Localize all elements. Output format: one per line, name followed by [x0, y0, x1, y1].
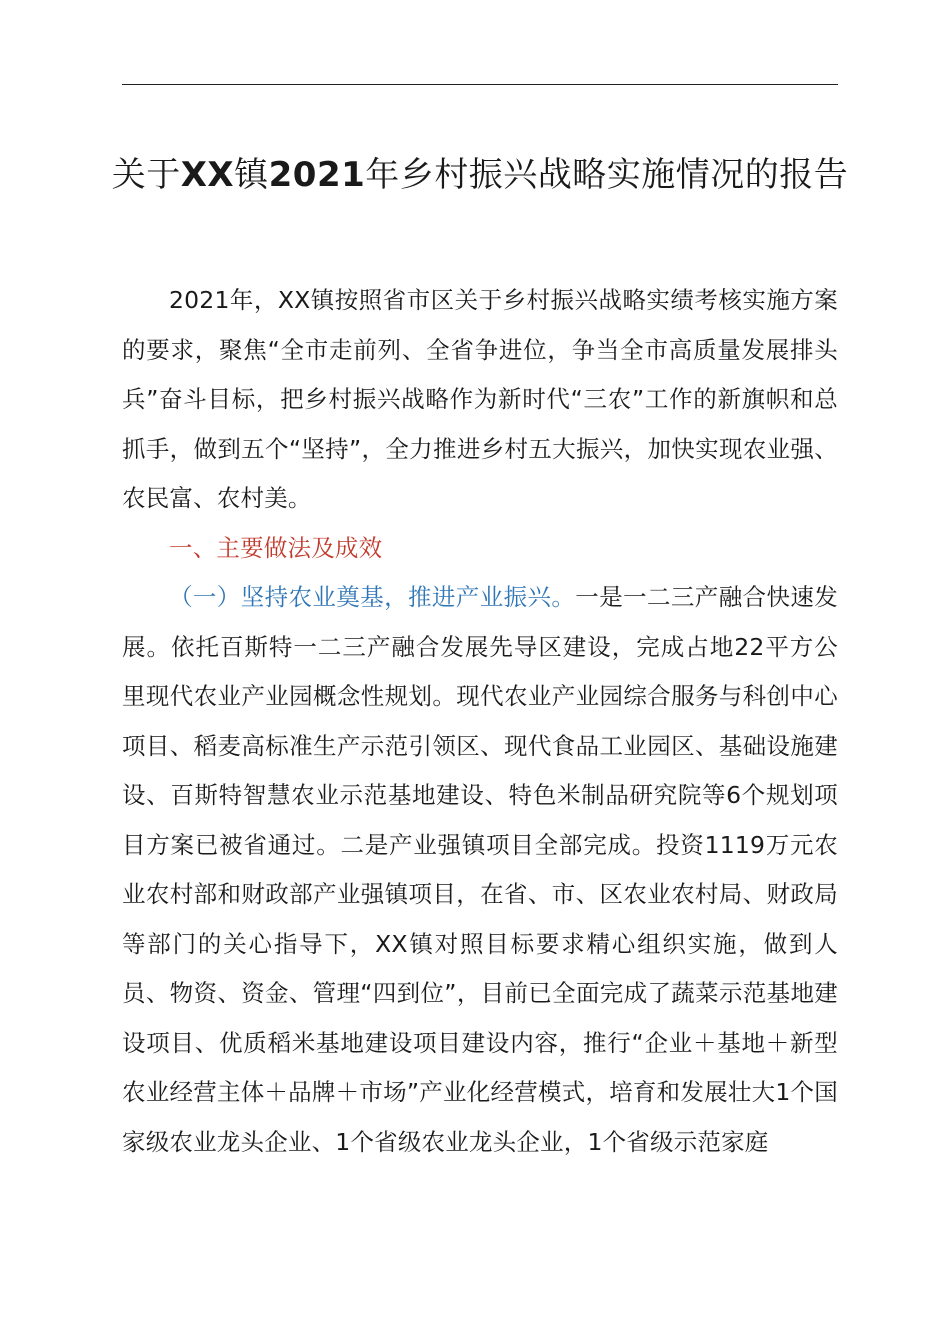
intro-paragraph: 2021年，XX镇按照省市区关于乡村振兴战略实绩考核实施方案的要求，聚焦“全市走前列、全省争进位，争当全市高质量发展排头兵”奋斗目标，把乡村振兴战略作为新时代“三农”工作的新旗帜和总抓手，做到五个“坚持”，全力推进乡村五大振兴，加快实现农业强、农民富、农村美。: [122, 286, 838, 512]
title-bold-1: XX: [180, 155, 235, 195]
document-body: [122, 276, 838, 1167]
subsection-heading-1: （一）坚持农业奠基，推进产业振兴。: [169, 583, 576, 611]
header-rule: [122, 84, 838, 85]
subsection-body-1: 一是一二三产融合快速发展。依托百斯特一二三产融合发展先导区建设，完成占地22平方公里现代农业产业园概念性规划。现代农业产业园综合服务与科创中心项目、稻麦高标准生产示范引领区、现代食品工业园区、基础设施建设、百斯特智慧农业示范基地建设、特色米制品研究院等6个规划项目方案已被省通过。二是产业强镇项目全部完成。投资1119万元农业农村部和财政部产业强镇项目，在省、市、区农业农村局、财政局等部门的关心指导下，XX镇对照目标要求精心组织实施，做到人员、物资、资金、管理“四到位”，目前已全面完成了蔬菜示范基地建设项目、优质稻米基地建设项目建设内容，推行“企业＋基地＋新型农业经营主体＋品牌＋市场”产业化经营模式，培育和发展壮大1个国家级农业龙头企业、1个省级农业龙头企业，1个省级示范家庭: [122, 583, 838, 1156]
title-part-2: 镇: [234, 155, 269, 195]
title-part-3: 年乡村振兴战略实施情况的报告: [365, 155, 849, 195]
section-heading-1: 一、主要做法及成效: [169, 533, 383, 562]
title-bold-2: 2021: [268, 155, 366, 195]
document-title: [110, 150, 850, 200]
subsection-paragraph-1: [122, 573, 838, 1167]
title-part-1: 关于: [111, 155, 181, 195]
